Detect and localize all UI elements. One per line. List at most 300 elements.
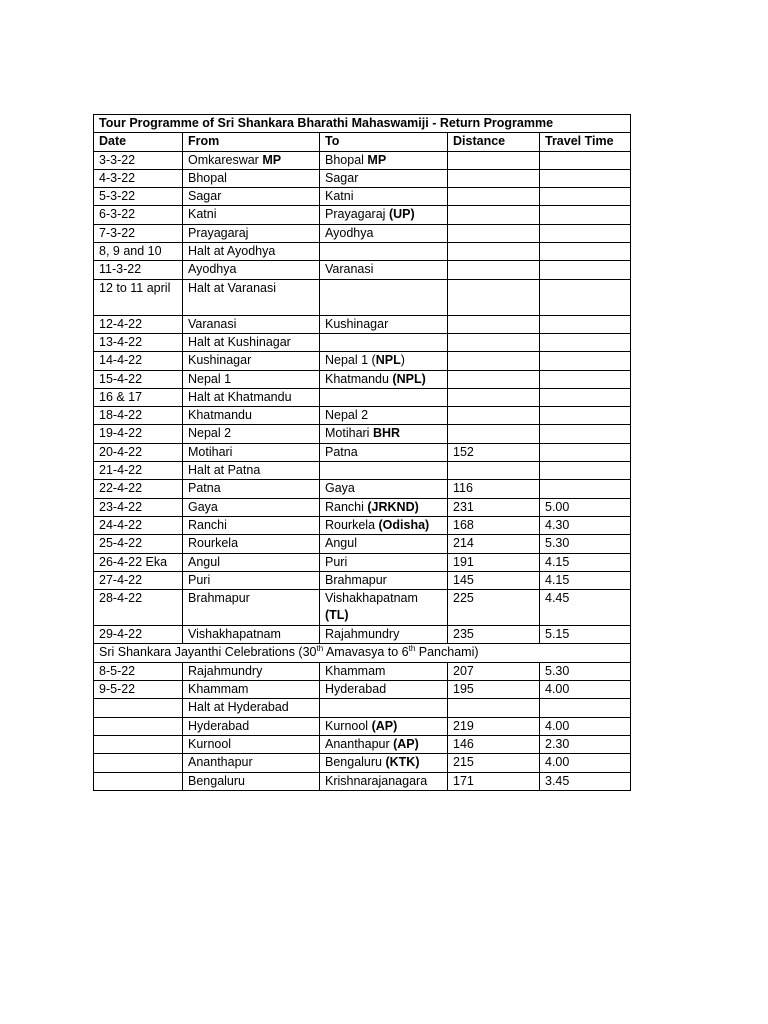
from-cell-text: MP	[262, 152, 282, 167]
distance-cell-text: 171	[453, 773, 474, 788]
to-cell-text: NPL	[375, 353, 401, 368]
travel-time-cell-text: 5.00	[545, 499, 570, 514]
from-cell	[183, 535, 320, 553]
distance-cell-text: 195	[453, 682, 474, 697]
from-cell-text: Katni	[188, 207, 217, 222]
from-cell	[183, 425, 320, 443]
date-cell	[94, 699, 183, 717]
travel-time-cell-text: 2.30	[545, 736, 570, 751]
date-cell	[94, 772, 183, 790]
to-cell-text: Bengaluru	[325, 755, 386, 770]
travel-time-cell	[540, 498, 631, 516]
date-cell	[94, 224, 183, 242]
travel-time-cell-text: 4.00	[545, 718, 570, 733]
distance-cell	[448, 261, 540, 279]
to-cell-text: Vishakhapatnam	[325, 591, 418, 606]
to-cell	[320, 188, 448, 206]
date-cell	[94, 717, 183, 735]
from-cell	[183, 553, 320, 571]
to-cell	[320, 516, 448, 534]
from-cell	[183, 443, 320, 461]
header-to: To	[320, 133, 448, 151]
travel-time-cell	[540, 407, 631, 425]
to-cell	[320, 279, 448, 315]
date-cell	[94, 571, 183, 589]
travel-time-cell	[540, 388, 631, 406]
header-date: Date	[94, 133, 183, 151]
distance-cell	[448, 681, 540, 699]
distance-cell	[448, 717, 540, 735]
distance-cell-text: 116	[453, 481, 473, 496]
distance-cell	[448, 662, 540, 680]
table-row	[94, 370, 631, 388]
from-cell	[183, 754, 320, 772]
table-row	[94, 315, 631, 333]
to-cell-text: Rajahmundry	[325, 627, 400, 642]
distance-cell	[448, 443, 540, 461]
from-cell	[183, 243, 320, 261]
date-cell-text: 23-4-22	[99, 499, 143, 514]
header-travel-time: Travel Time	[540, 133, 631, 151]
table-row	[94, 681, 631, 699]
travel-time-cell	[540, 480, 631, 498]
distance-cell	[448, 772, 540, 790]
date-cell-text: 7-3-22	[99, 225, 136, 240]
table-row	[94, 462, 631, 480]
table-row	[94, 535, 631, 553]
from-cell	[183, 261, 320, 279]
date-cell	[94, 188, 183, 206]
date-cell-text: 28-4-22	[99, 591, 143, 606]
travel-time-cell-text: 5.30	[545, 663, 570, 678]
to-cell	[320, 626, 448, 644]
date-cell-text: 4-3-22	[99, 170, 136, 185]
distance-cell	[448, 590, 540, 626]
from-cell	[183, 516, 320, 534]
table-row	[94, 571, 631, 589]
distance-cell	[448, 315, 540, 333]
to-cell-text: Kushinagar	[325, 316, 389, 331]
travel-time-cell	[540, 754, 631, 772]
travel-time-cell	[540, 662, 631, 680]
distance-cell	[448, 279, 540, 315]
from-cell-text: Angul	[188, 554, 220, 569]
travel-time-cell	[540, 425, 631, 443]
distance-cell-text: 207	[453, 663, 474, 678]
travel-time-cell	[540, 279, 631, 315]
from-cell-text: Vishakhapatnam	[188, 627, 281, 642]
from-cell-text: Halt at Ayodhya	[188, 244, 276, 259]
celebration-text: Panchami)	[415, 645, 479, 660]
celebration-row	[94, 644, 631, 662]
to-cell	[320, 388, 448, 406]
from-cell	[183, 206, 320, 224]
distance-cell-text: 145	[453, 572, 474, 587]
to-cell	[320, 662, 448, 680]
from-cell	[183, 169, 320, 187]
table-row	[94, 553, 631, 571]
from-cell-text: Brahmapur	[188, 591, 250, 606]
to-cell	[320, 590, 448, 626]
date-cell-text: 25-4-22	[99, 536, 143, 551]
from-cell	[183, 279, 320, 315]
to-cell-text: (UP)	[388, 207, 415, 222]
date-cell	[94, 279, 183, 315]
from-cell-text: Khammam	[188, 682, 249, 697]
distance-cell	[448, 480, 540, 498]
travel-time-cell-text: 4.00	[545, 755, 570, 770]
distance-cell	[448, 188, 540, 206]
date-cell	[94, 662, 183, 680]
distance-cell	[448, 370, 540, 388]
distance-cell-text: 235	[453, 627, 474, 642]
to-cell-text: Patna	[325, 444, 358, 459]
travel-time-cell	[540, 151, 631, 169]
date-cell	[94, 407, 183, 425]
to-cell-text: Brahmapur	[325, 572, 387, 587]
travel-time-cell	[540, 590, 631, 626]
from-cell-text: Halt at Kushinagar	[188, 334, 291, 349]
to-cell-text: (NPL)	[392, 371, 426, 386]
celebration-text: th	[316, 644, 324, 654]
to-cell-text: Khatmandu	[325, 371, 393, 386]
date-cell-text: 13-4-22	[99, 334, 143, 349]
date-cell	[94, 535, 183, 553]
from-cell-text: Omkareswar	[188, 152, 263, 167]
travel-time-cell	[540, 626, 631, 644]
to-cell-text: Rourkela	[325, 517, 379, 532]
to-cell	[320, 425, 448, 443]
from-cell	[183, 224, 320, 242]
date-cell-text: 15-4-22	[99, 371, 143, 386]
to-cell	[320, 681, 448, 699]
date-cell-text: 14-4-22	[99, 353, 143, 368]
from-cell	[183, 315, 320, 333]
to-cell	[320, 333, 448, 351]
to-cell-text: Kurnool	[325, 718, 372, 733]
distance-cell	[448, 388, 540, 406]
distance-cell-text: 219	[453, 718, 474, 733]
distance-cell	[448, 243, 540, 261]
distance-cell	[448, 735, 540, 753]
table-row	[94, 279, 631, 315]
table-row	[94, 590, 631, 626]
distance-cell	[448, 352, 540, 370]
to-cell	[320, 261, 448, 279]
table-row	[94, 662, 631, 680]
to-cell-text: Bhopal	[325, 152, 368, 167]
travel-time-cell-text: 4.15	[545, 572, 570, 587]
distance-cell	[448, 535, 540, 553]
from-cell	[183, 407, 320, 425]
from-cell-text: Kurnool	[188, 736, 232, 751]
distance-cell	[448, 151, 540, 169]
table-row	[94, 261, 631, 279]
from-cell-text: Bhopal	[188, 170, 227, 185]
from-cell-text: Motihari	[188, 444, 233, 459]
from-cell-text: Halt at Varanasi	[188, 280, 277, 295]
celebration-text: Sri Shankara Jayanthi Celebrations (30	[99, 645, 317, 660]
travel-time-cell	[540, 206, 631, 224]
travel-time-cell	[540, 516, 631, 534]
to-cell-text: Motihari	[325, 426, 373, 441]
date-cell	[94, 388, 183, 406]
date-cell-text: 27-4-22	[99, 572, 143, 587]
to-cell	[320, 151, 448, 169]
to-cell-text: (AP)	[371, 718, 398, 733]
date-cell	[94, 443, 183, 461]
date-cell	[94, 169, 183, 187]
travel-time-cell-text: 5.15	[545, 627, 570, 642]
to-cell	[320, 498, 448, 516]
table-row	[94, 388, 631, 406]
to-cell-text: (JRKND)	[367, 499, 419, 514]
travel-time-cell	[540, 772, 631, 790]
from-cell-text: Halt at Khatmandu	[188, 389, 292, 404]
travel-time-cell	[540, 224, 631, 242]
to-cell	[320, 699, 448, 717]
travel-time-cell	[540, 315, 631, 333]
distance-cell-text: 231	[453, 499, 474, 514]
to-cell-text: Khammam	[325, 663, 386, 678]
distance-cell-text: 146	[453, 736, 474, 751]
travel-time-cell	[540, 333, 631, 351]
date-cell	[94, 516, 183, 534]
to-cell	[320, 243, 448, 261]
from-cell-text: Nepal 1	[188, 371, 232, 386]
to-cell	[320, 772, 448, 790]
date-cell	[94, 553, 183, 571]
distance-cell	[448, 516, 540, 534]
title-row	[94, 115, 631, 133]
from-cell-text: Bengaluru	[188, 773, 245, 788]
table-row	[94, 224, 631, 242]
from-cell	[183, 626, 320, 644]
to-cell-text: BHR	[372, 426, 401, 441]
date-cell-text: 26-4-22 Eka	[99, 554, 168, 569]
from-cell-text: Rajahmundry	[188, 663, 263, 678]
distance-cell-text: 215	[453, 755, 474, 770]
from-cell	[183, 571, 320, 589]
from-cell	[183, 772, 320, 790]
date-cell	[94, 590, 183, 626]
travel-time-cell	[540, 243, 631, 261]
date-cell	[94, 480, 183, 498]
from-cell	[183, 662, 320, 680]
to-cell	[320, 443, 448, 461]
from-cell	[183, 498, 320, 516]
from-cell	[183, 188, 320, 206]
distance-cell-text: 225	[453, 591, 474, 606]
from-cell-text: Varanasi	[188, 316, 237, 331]
from-cell-text: Khatmandu	[188, 408, 252, 423]
table-row	[94, 151, 631, 169]
distance-cell	[448, 169, 540, 187]
date-cell	[94, 681, 183, 699]
travel-time-cell	[540, 169, 631, 187]
travel-time-cell	[540, 735, 631, 753]
to-cell	[320, 480, 448, 498]
to-cell	[320, 462, 448, 480]
distance-cell	[448, 425, 540, 443]
date-cell-text: 29-4-22	[99, 627, 143, 642]
date-cell	[94, 261, 183, 279]
distance-cell-text: 214	[453, 536, 474, 551]
distance-cell	[448, 206, 540, 224]
to-cell-text: Prayagaraj	[325, 207, 389, 222]
date-cell	[94, 626, 183, 644]
travel-time-cell	[540, 571, 631, 589]
date-cell-text: 16 & 17	[99, 389, 143, 404]
date-cell	[94, 352, 183, 370]
table-row	[94, 206, 631, 224]
to-cell	[320, 735, 448, 753]
distance-cell	[448, 571, 540, 589]
tour-programme-table	[93, 114, 631, 791]
date-cell	[94, 498, 183, 516]
distance-cell	[448, 224, 540, 242]
from-cell-text: Ananthapur	[188, 755, 253, 770]
from-cell-text: Halt at Patna	[188, 463, 261, 478]
from-cell	[183, 333, 320, 351]
to-cell	[320, 535, 448, 553]
travel-time-cell	[540, 462, 631, 480]
header-distance: Distance	[448, 133, 540, 151]
to-cell	[320, 571, 448, 589]
from-cell	[183, 388, 320, 406]
date-cell-text: 8, 9 and 10	[99, 244, 162, 259]
date-cell	[94, 333, 183, 351]
distance-cell	[448, 462, 540, 480]
from-cell-text: Patna	[188, 481, 221, 496]
to-cell-text: Nepal 1 (	[325, 353, 376, 368]
table-row	[94, 699, 631, 717]
travel-time-cell	[540, 370, 631, 388]
travel-time-cell	[540, 535, 631, 553]
date-cell-text: 8-5-22	[99, 663, 136, 678]
to-cell	[320, 352, 448, 370]
distance-cell	[448, 754, 540, 772]
travel-time-cell	[540, 352, 631, 370]
to-cell-text: Angul	[325, 536, 357, 551]
date-cell	[94, 151, 183, 169]
table-row	[94, 169, 631, 187]
from-cell	[183, 735, 320, 753]
travel-time-cell	[540, 443, 631, 461]
travel-time-cell	[540, 681, 631, 699]
travel-time-cell	[540, 553, 631, 571]
celebration-text: Amavasya to 6	[323, 645, 409, 660]
travel-time-cell	[540, 717, 631, 735]
table-row	[94, 772, 631, 790]
to-cell-text: Ananthapur	[325, 736, 394, 751]
distance-cell	[448, 553, 540, 571]
to-cell-text: Hyderabad	[325, 682, 387, 697]
distance-cell-text: 168	[453, 517, 474, 532]
from-cell	[183, 462, 320, 480]
date-cell	[94, 462, 183, 480]
distance-cell	[448, 498, 540, 516]
date-cell-text: 18-4-22	[99, 408, 143, 423]
date-cell-text: 20-4-22	[99, 444, 143, 459]
from-cell	[183, 370, 320, 388]
date-cell-text: 11-3-22	[99, 262, 142, 277]
from-cell	[183, 681, 320, 699]
table-row	[94, 188, 631, 206]
celebration-text: th	[408, 644, 416, 654]
from-cell-text: Kushinagar	[188, 353, 252, 368]
to-cell-text: )	[400, 353, 405, 368]
date-cell-text: 6-3-22	[99, 207, 136, 222]
from-cell	[183, 151, 320, 169]
date-cell-text: 12 to 11 april	[99, 280, 171, 295]
to-cell	[320, 206, 448, 224]
date-cell	[94, 206, 183, 224]
from-cell	[183, 717, 320, 735]
date-cell-text: 19-4-22	[99, 426, 143, 441]
table-row	[94, 516, 631, 534]
table-row	[94, 498, 631, 516]
distance-cell	[448, 699, 540, 717]
from-cell-text: Sagar	[188, 189, 222, 204]
table-row	[94, 407, 631, 425]
to-cell-text: Puri	[325, 554, 348, 569]
travel-time-cell-text: 4.00	[545, 682, 570, 697]
date-cell-text: 9-5-22	[99, 682, 136, 697]
travel-time-cell	[540, 188, 631, 206]
to-cell-text: (AP)	[393, 736, 419, 751]
travel-time-cell-text: 4.30	[545, 517, 570, 532]
to-cell-text: Katni	[325, 189, 354, 204]
date-cell	[94, 425, 183, 443]
distance-cell-text: 152	[453, 444, 474, 459]
celebration-note	[94, 644, 631, 662]
table-row	[94, 333, 631, 351]
travel-time-cell-text: 4.15	[545, 554, 570, 569]
travel-time-cell-text: 5.30	[545, 536, 570, 551]
date-cell	[94, 315, 183, 333]
to-cell-text: Varanasi	[325, 262, 374, 277]
to-cell	[320, 169, 448, 187]
table-row	[94, 425, 631, 443]
date-cell-text: 24-4-22	[99, 517, 143, 532]
table-row	[94, 352, 631, 370]
date-cell-text: 22-4-22	[99, 481, 143, 496]
to-cell-text: Ayodhya	[325, 225, 374, 240]
to-cell-text: (KTK)	[385, 755, 420, 770]
travel-time-cell	[540, 261, 631, 279]
from-cell-text: Halt at Hyderabad	[188, 700, 289, 715]
to-cell-text: (TL)	[325, 608, 349, 623]
distance-cell	[448, 407, 540, 425]
date-cell	[94, 754, 183, 772]
travel-time-cell	[540, 699, 631, 717]
distance-cell-text: 191	[453, 554, 474, 569]
table-row	[94, 443, 631, 461]
date-cell-text: 3-3-22	[99, 152, 136, 167]
travel-time-cell-text: 3.45	[545, 773, 570, 788]
to-cell	[320, 407, 448, 425]
from-cell-text: Ranchi	[188, 517, 227, 532]
from-cell-text: Rourkela	[188, 536, 239, 551]
date-cell-text: 5-3-22	[99, 189, 136, 204]
to-cell	[320, 315, 448, 333]
header-row	[94, 133, 631, 151]
header-from: From	[183, 133, 320, 151]
to-cell-text: Krishnarajanagara	[325, 773, 428, 788]
to-cell	[320, 717, 448, 735]
from-cell	[183, 352, 320, 370]
